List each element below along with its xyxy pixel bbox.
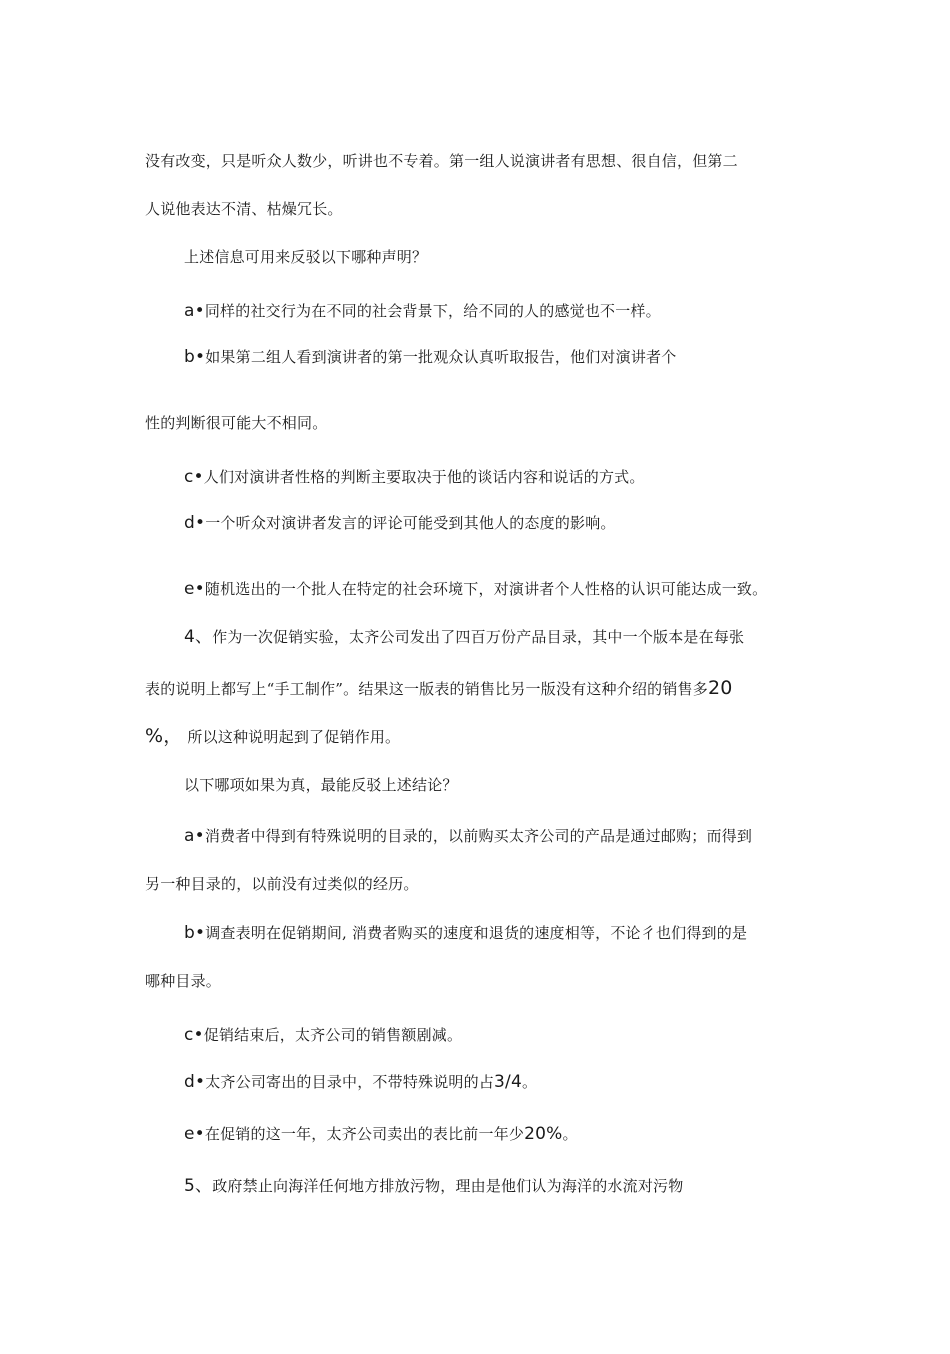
line-text: 人们对演讲者性格的判断主要取决于他的谈话内容和说话的方式。	[203, 468, 645, 486]
question-5	[184, 1176, 683, 1196]
line-end: 。	[562, 1125, 578, 1143]
percent-mark: %，	[145, 725, 183, 747]
option-e	[184, 1124, 578, 1144]
line-text: 同样的社交行为在不同的社会背景下，给不同的人的感觉也不一样。	[204, 302, 661, 320]
question-line	[184, 247, 427, 267]
option-a	[184, 301, 661, 321]
option-d	[184, 513, 616, 533]
option-marker: b•	[184, 347, 206, 367]
option-d	[184, 1072, 537, 1092]
option-marker: e•	[184, 579, 205, 599]
option-b	[184, 347, 676, 367]
question-line	[184, 775, 458, 795]
text-line	[145, 678, 733, 699]
line-number: 20	[707, 677, 733, 699]
line-text: 一个听众对演讲者发言的评论可能受到其他人的态度的影响。	[205, 514, 616, 532]
option-marker: c•	[184, 1025, 204, 1045]
line-text: 另一种目录的，以前没有过类似的经历。	[145, 875, 419, 893]
question-number: 5、	[184, 1176, 213, 1196]
option-e	[184, 579, 767, 599]
text-line	[145, 726, 400, 747]
option-c	[184, 467, 645, 487]
text-line	[145, 151, 738, 171]
option-marker: c•	[184, 467, 204, 487]
text-line	[145, 413, 327, 433]
text-line	[145, 971, 221, 991]
line-text: 在促销的这一年，太齐公司卖出的表比前一年少	[204, 1125, 525, 1143]
option-marker: b•	[184, 923, 206, 943]
text-line	[145, 874, 419, 894]
option-c	[184, 1025, 462, 1045]
option-marker: d•	[184, 1072, 206, 1092]
option-b	[184, 923, 747, 943]
option-marker: a•	[184, 301, 205, 321]
line-text: 性的判断很可能大不相同。	[145, 414, 328, 432]
fraction-value: 3/4	[494, 1072, 522, 1092]
line-text: 作为一次促销实验，太齐公司发出了四百万份产品目录，其中一个版本是在每张	[212, 628, 745, 646]
option-marker: a•	[184, 826, 205, 846]
line-text: 哪种目录。	[145, 972, 222, 990]
line-end: 。	[522, 1073, 538, 1091]
line-text: 促销结束后，太齐公司的销售额剧减。	[203, 1026, 463, 1044]
line-text: 表的说明上都写上“手工制作”。结果这一版表的销售比另一版没有这种介绍的销售多	[145, 680, 708, 698]
line-text: 没有改变，只是听众人数少，听讲也不专着。第一组人说演讲者有思想、很自信，但第二	[145, 152, 738, 170]
question-4	[184, 627, 744, 647]
line-text: 如果第二组人看到演讲者的第一批观众认真听取报告，他们对演讲者个	[205, 348, 677, 366]
percent-value: 20%	[524, 1124, 563, 1144]
line-text: 所以这种说明起到了促销作用。	[182, 728, 401, 746]
line-text: 上述信息可用来反驳以下哪种声明？	[184, 248, 428, 266]
line-text: 政府禁止向海洋任何地方排放污物，理由是他们认为海洋的水流对污物	[212, 1177, 684, 1195]
line-text: 以下哪项如果为真，最能反驳上述结论？	[184, 776, 458, 794]
option-a	[184, 826, 752, 846]
line-text: 太齐公司寄出的目录中，不带特殊说明的占	[205, 1073, 495, 1091]
option-marker: d•	[184, 513, 206, 533]
option-marker: e•	[184, 1124, 205, 1144]
line-text: 调查表明在促销期间, 消费者购买的速度和退货的速度相等，不论彳也们得到的是	[205, 924, 748, 942]
line-text: 随机选出的一个批人在特定的社会环境下，对演讲者个人性格的认识可能达成一致。	[204, 580, 768, 598]
text-line	[145, 199, 343, 219]
question-number: 4、	[184, 627, 213, 647]
line-text: 消费者中得到有特殊说明的目录的，以前购买太齐公司的产品是通过邮购；而得到	[204, 827, 753, 845]
line-text: 人说他表达不清、枯燥冗长。	[145, 200, 343, 218]
